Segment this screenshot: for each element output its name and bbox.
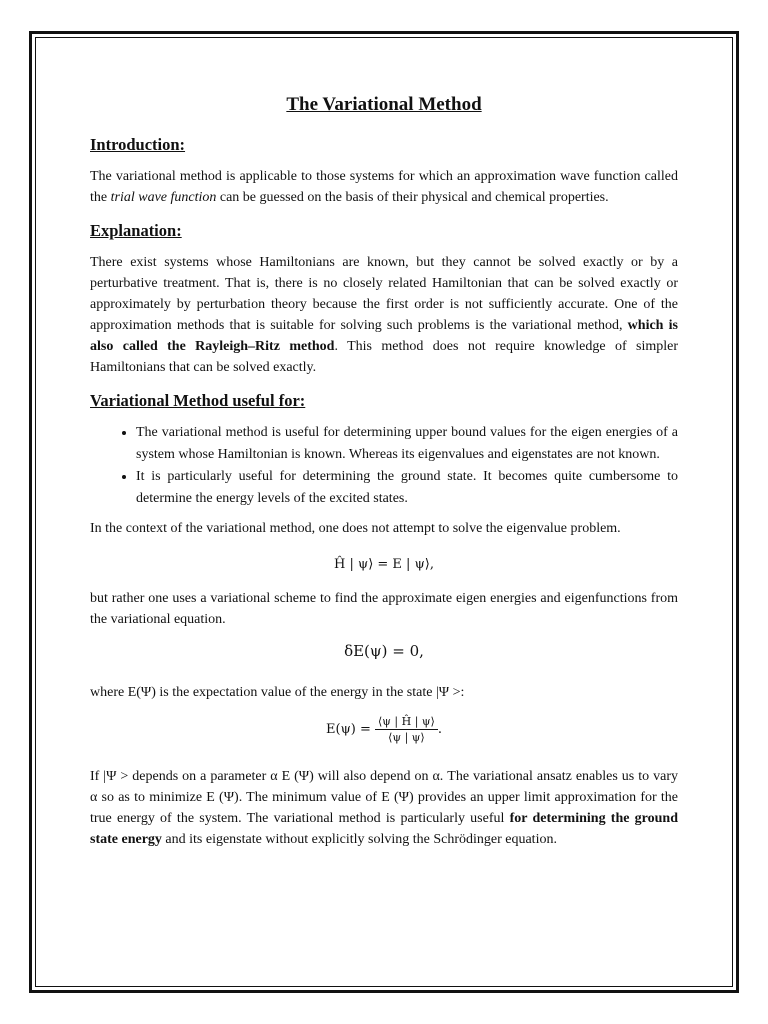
useful-heading: Variational Method useful for:	[90, 391, 306, 410]
explanation-paragraph	[90, 252, 678, 378]
variational-equation: δE(ψ) = 0,	[344, 642, 424, 660]
explanation-text-a: There exist systems whose Hamiltonians are known, but they cannot be solved exactly or by a perturbative treatment. That is, there is no closely related Hamiltonian that can be solved exactly or approximately by perturbation theory because the first order is not sufficiently accurate. One of the approximation methods that is suitable for solving such problems is the variational method,	[90, 255, 678, 333]
context-paragraph: In the context of the variational method, one does not attempt to solve the eigenvalue problem.	[90, 521, 621, 536]
intro-text-a: The variational method is applicable to those systems for which an approximation wave function called the	[90, 169, 678, 205]
intro-paragraph	[90, 166, 678, 208]
fraction-numerator: ⟨ψ | Ĥ | ψ⟩	[375, 715, 438, 730]
eigenvalue-equation: Ĥ | ψ⟩ = E | ψ⟩,	[334, 557, 434, 572]
final-text-b: and its eigenstate without explicitly solving the Schrödinger equation.	[161, 832, 557, 847]
final-text-bold: for determining the ground state energy	[90, 811, 678, 847]
page-title: The Variational Method	[286, 94, 482, 115]
final-text-a: If |Ψ > depends on a parameter α E (Ψ) will also depend on α. The variational ansatz enables us to vary α so as to minimize E (Ψ). The minimum value of E (Ψ) provides an upper limit approximation for the true energy of the system. The variational method is particularly useful	[90, 769, 678, 826]
rather-paragraph: but rather one uses a variational scheme to find the approximate eigen energies and eigenfunctions from the variational equation.	[90, 591, 678, 627]
expectation-end: .	[437, 722, 442, 737]
document-body	[90, 92, 678, 862]
useful-list	[90, 422, 678, 510]
explanation-text-b: . This method does not require knowledge of simpler Hamiltonians that can be solved exactly.	[90, 339, 679, 375]
intro-text-em: trial wave function	[110, 190, 217, 205]
list-item: • The variational method is useful for determining upper bound values for the eigen energies of a system whose Hamiltonian is known. Whereas its eigenvalues and eigenstates are not known.	[136, 422, 678, 466]
explanation-text-bold: which is also called the Rayleigh–Ritz method	[90, 318, 678, 354]
expectation-fraction	[375, 715, 438, 744]
list-item: • It is particularly useful for determining the ground state. It becomes quite cumbersome to determine the energy levels of the excited states.	[136, 466, 678, 510]
intro-text-b: can be guessed on the basis of their physical and chemical properties.	[216, 190, 609, 205]
expectation-lhs: E(ψ) =	[326, 722, 376, 737]
where-paragraph: where E(Ψ) is the expectation value of the energy in the state |Ψ >:	[90, 685, 465, 700]
intro-heading: Introduction:	[90, 135, 186, 154]
final-paragraph	[90, 766, 678, 850]
fraction-denominator: ⟨ψ | ψ⟩	[388, 731, 425, 744]
expectation-equation	[90, 715, 678, 744]
explanation-heading: Explanation:	[90, 221, 182, 240]
